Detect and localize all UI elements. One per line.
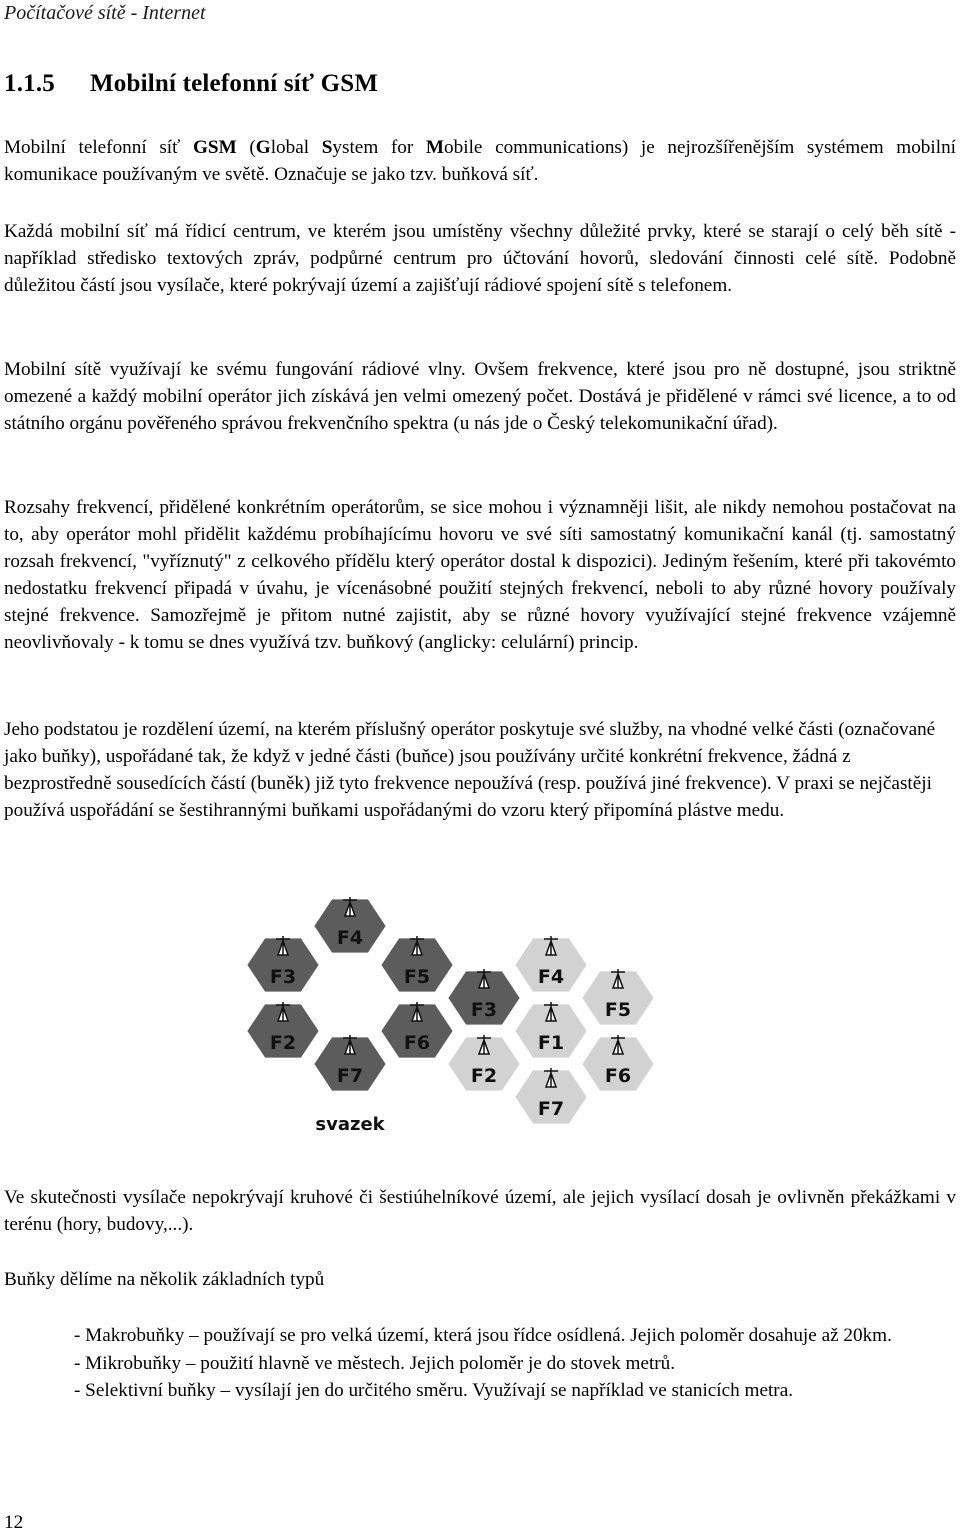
hex-cell-f4 — [513, 936, 589, 994]
cell-label: F6 — [604, 1065, 632, 1087]
cell-label: F7 — [336, 1065, 364, 1087]
intro-text-e: obile communications) je nejrozšířenějším systémem mobilní komunikace používaným ve světě. Označuje se jako tzv. buňková síť. — [4, 137, 956, 185]
paragraph-intro — [4, 134, 956, 188]
cell-label: F4 — [537, 966, 565, 988]
intro-text-a: Mobilní telefonní síť — [4, 137, 193, 158]
hex-cell-f7 — [513, 1068, 589, 1126]
cell-label: F2 — [269, 1032, 297, 1054]
cell-label: F6 — [403, 1032, 431, 1054]
hex-cell-f2 — [246, 1002, 321, 1060]
hex-cell-f3 — [246, 936, 321, 994]
intro-text-c: lobal — [270, 137, 322, 158]
hex-cell-f2 — [446, 1035, 522, 1093]
intro-m-bold: M — [425, 137, 445, 158]
paragraph-radio-waves: Mobilní sítě využívají ke svému fungování rádiové vlny. Ovšem frekvence, které jsou pro ně dostupné, jsou striktně omezené a každý mobilní operátor jich získává jen velmi omezený počet. Dostává je přidělené v rámci své licence, a to od státního orgánu pověřeného správou frekvenčního spektra (u nás jde o Český telekomunikační úřad). — [4, 359, 956, 434]
hex-cell-f5 — [379, 936, 455, 994]
list-item-macrocells: - Makrobuňky – používají se pro velká území, která jsou řídce osídlená. Jejich poloměr dosahuje až 20km. — [74, 1325, 892, 1346]
hexagon-cluster-svg — [246, 884, 726, 1144]
cell-label: F1 — [537, 1032, 565, 1054]
hex-cell-f5 — [580, 969, 656, 1027]
cell-label: F5 — [604, 999, 632, 1021]
paragraph-real-coverage: Ve skutečnosti vysílače nepokrývají kruhové či šestiúhelníkové území, ale jejich vysílací dosah je ovlivněn překážkami v terénu (hory, budovy,...). — [4, 1187, 956, 1235]
cell-types-list — [74, 1322, 894, 1405]
running-header: Počítačové sítě - Internet — [4, 2, 206, 24]
hex-cell-f6 — [379, 1002, 455, 1060]
cell-label: F3 — [269, 966, 297, 988]
intro-g-bold: G — [255, 137, 271, 158]
intro-gsm-bold: GSM — [193, 137, 237, 158]
hex-cell-f3 — [446, 969, 522, 1027]
cell-label: F5 — [403, 966, 431, 988]
section-number: 1.1.5 — [4, 70, 55, 97]
intro-s-bold: S — [321, 137, 333, 158]
section-title: Mobilní telefonní síť GSM — [90, 70, 379, 97]
cell-label: F4 — [336, 927, 364, 949]
hex-cell-f7 — [312, 1035, 388, 1093]
paragraph-control-center: Každá mobilní síť má řídicí centrum, ve kterém jsou umístěny všechny důležité prvky, které se starají o celý běh sítě - například středisko textových zpráv, podpůrné centrum pro účtování hovorů, sledování činnosti celé sítě. Podobně důležitou částí jsou vysílače, které pokrývají území a zajišťují rádiové spojení sítě s telefonem. — [4, 221, 956, 296]
cell-label: F2 — [470, 1065, 498, 1087]
paragraph-cellular-principle: Jeho podstatou je rozdělení území, na kterém příslušný operátor poskytuje své služby, na vhodné velké části (označované jako buňky), uspořádané tak, že když v jedné části (buňce) jsou používány určité konkrétní frekvence, žádná z bezprostředně sousedících částí (buněk) již tyto frekvence nepoužívá (resp. používá jiné frekvence). V praxi se nejčastěji používá uspořádání se šestihrannými buňkami uspořádanými do vzoru který připomíná plástve medu. — [4, 719, 936, 821]
page-number: 12 — [4, 1512, 24, 1533]
cell-label: F7 — [537, 1098, 565, 1120]
paragraph-frequency-ranges: Rozsahy frekvencí, přidělené konkrétním operátorům, se sice mohou i významněji lišit, ale nikdy nemohou postačovat na to, aby operátor mohl přidělit každému probíhajícímu hovoru ve své síti samostatný komunikační kanál (tj. samostatný rozsah frekvencí, "vyříznutý" z celkového přídělu který operátor dostal k dispozici). Jediným řešením, které při takovémto nedostatku frekvencí připadá v úvahu, je vícenásobné použití stejných frekvencí, neboli to aby různé hovory používaly stejné frekvence. Samozřejmě je přitom nutné zajistit, aby se různé hovory využívající stejné frekvence vzájemně neovlivňovaly - k tomu se dnes využívá tzv. buňkový (anglicky: celulární) princip. — [4, 497, 956, 653]
paragraph-cell-types-intro: Buňky dělíme na několik základních typů — [4, 1269, 325, 1290]
hex-cell-f6 — [580, 1035, 656, 1093]
hex-cell-f4 — [312, 897, 388, 955]
section-heading — [4, 70, 378, 98]
cluster-label: svazek — [315, 1114, 385, 1135]
hexagonal-cell-diagram — [246, 884, 726, 1144]
list-item-microcells: - Mikrobuňky – použití hlavně ve městech. Jejich poloměr je do stovek metrů. — [74, 1352, 676, 1374]
hex-cell-f1 — [513, 1002, 589, 1060]
cell-label: F3 — [470, 999, 498, 1021]
intro-text-d: ystem for — [332, 137, 426, 158]
intro-text-b: ( — [236, 137, 256, 158]
list-item-selective-cells: - Selektivní buňky – vysílají jen do určitého směru. Využívají se například ve stanicích metra. — [74, 1380, 794, 1401]
